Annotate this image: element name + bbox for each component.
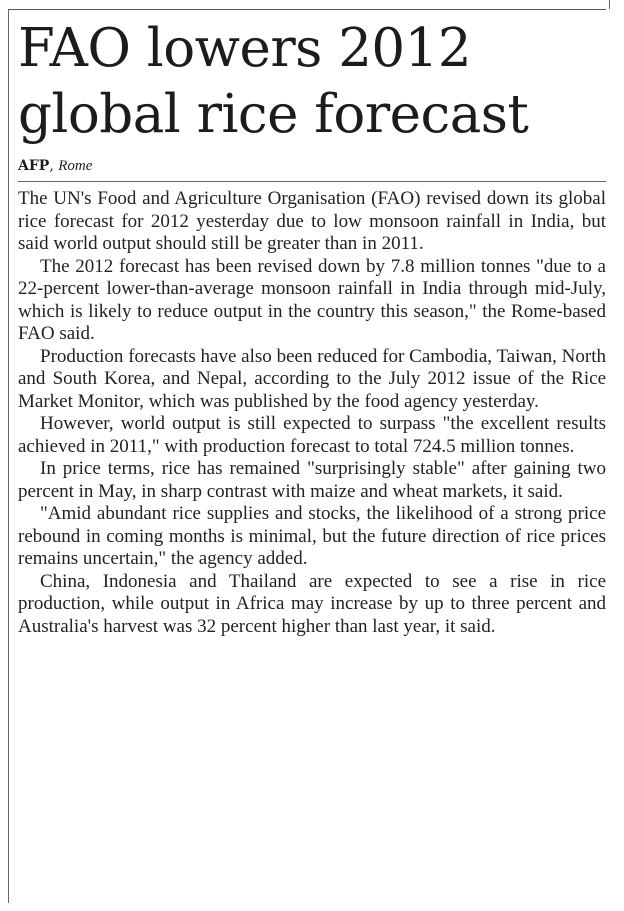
paragraph: However, world output is still expected to surpass "the excellent results achieved in 2011," with production forecast to total 724.5 million tonnes. [18, 413, 606, 457]
byline-dateline: Rome [58, 158, 93, 174]
headline: FAO lowers 2012 global rice forecast [18, 18, 529, 145]
top-rule [8, 9, 606, 10]
news-article [18, 16, 606, 638]
paragraph: "Amid abundant rice supplies and stocks, the likelihood of a strong price rebound in coming months is minimal, but the future direction of rice prices remains uncertain," the agency added. [18, 503, 606, 569]
paragraph: The 2012 forecast has been revised down by 7.8 million tonnes "due to a 22-percent lower-than-average monsoon rainfall in India through mid-July, which is likely to reduce output in the country this season," the Rome-based FAO said. [18, 255, 606, 344]
column-rule-left [8, 9, 9, 903]
article-body [18, 188, 606, 638]
paragraph: In price terms, rice has remained "surprisingly stable" after gaining two percent in May, in sharp contrast with maize and wheat markets, it said. [18, 458, 606, 502]
byline [18, 157, 606, 181]
paragraph: China, Indonesia and Thailand are expected to see a rise in rice production, while output in Africa may increase by up to three percent and Australia's harvest was 32 percent higher than last year, it said. [18, 570, 606, 637]
byline-separator: , [49, 158, 54, 174]
paragraph: Production forecasts have also been reduced for Cambodia, Taiwan, North and South Korea, and Nepal, according to the July 2012 issue of the Rice Market Monitor, which was published by the food agency yesterday. [18, 345, 606, 412]
byline-agency: AFP [18, 158, 50, 174]
paragraph: The UN's Food and Agriculture Organisation (FAO) revised down its global rice forecast for 2012 yesterday due to low monsoon rainfall in India, but said world output should still be greater than in 2011. [18, 188, 606, 254]
column-rule-right [609, 0, 610, 9]
byline-divider [18, 181, 606, 182]
